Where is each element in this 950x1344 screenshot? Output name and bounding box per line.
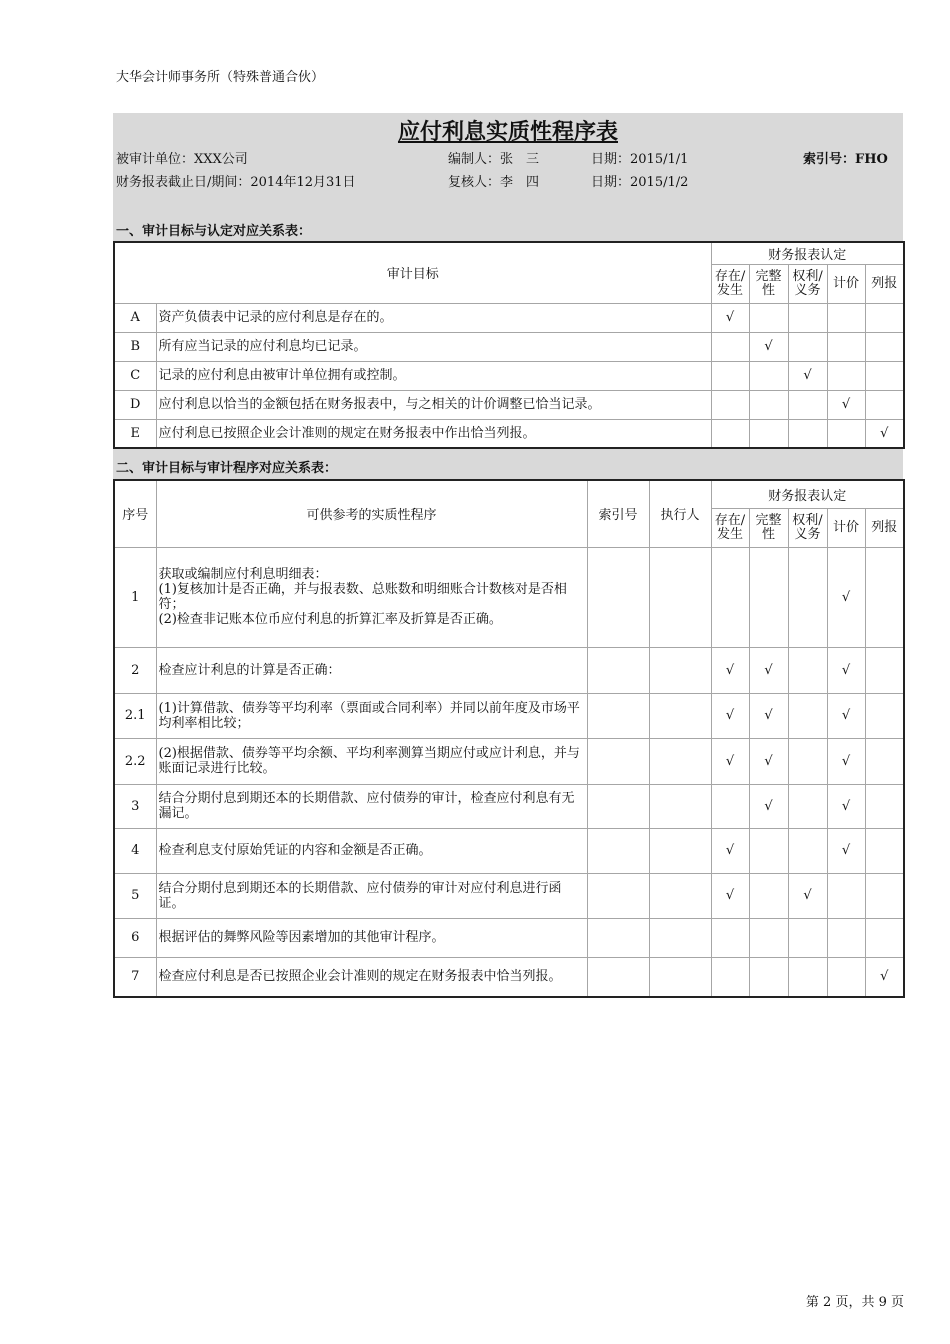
procedure-header: 可供参考的实质性程序 [156,480,587,547]
period-label: 财务报表截止日/期间：2014年12月31日 [116,175,356,190]
check-mark [827,957,865,997]
table-row [114,361,904,390]
check-mark [788,303,827,332]
assertion-header: 存在/发生 [711,508,749,547]
row-id: 3 [114,784,156,828]
assertion-header: 权利/义务 [788,264,827,303]
table-row [114,303,904,332]
check-mark [749,303,788,332]
table-row [114,828,904,873]
procedure-text: (2)根据借款、债券等平均余额、平均利率测算当期应付或应计利息，并与账面记录进行比较。 [156,738,587,784]
section1-heading: 一、审计目标与认定对应关系表： [116,224,312,239]
check-mark [788,693,827,738]
reviewer-label: 复核人：李 四 [448,175,540,190]
check-mark [749,918,788,957]
procedure-text: 根据评估的舞弊风险等因素增加的其他审计程序。 [156,918,587,957]
check-mark [788,828,827,873]
check-mark: √ [827,828,865,873]
check-mark: √ [865,957,904,997]
check-mark [865,647,904,693]
procedure-text: 结合分期付息到期还本的长期借款、应付债券的审计，检查应付利息有无漏记。 [156,784,587,828]
entity-label: 被审计单位：XXX公司 [116,152,248,167]
assertion-header: 存在/发生 [711,264,749,303]
row-id: A [114,303,156,332]
check-mark: √ [788,361,827,390]
check-mark [788,738,827,784]
check-mark: √ [749,784,788,828]
row-id: 2.1 [114,693,156,738]
preparer-label: 编制人：张 三 [448,152,540,167]
index-cell[interactable] [587,957,649,997]
check-mark [827,918,865,957]
check-mark: √ [827,784,865,828]
check-mark: √ [827,738,865,784]
assertion-group-header: 财务报表认定 [711,242,904,264]
check-mark [711,361,749,390]
row-id: C [114,361,156,390]
table-row [114,957,904,997]
table-row [114,784,904,828]
index-cell[interactable] [587,547,649,647]
check-mark [711,419,749,448]
page-title: 应付利息实质性程序表 [397,119,618,145]
executor-cell[interactable] [649,918,711,957]
check-mark [788,918,827,957]
index-header: 索引号 [587,480,649,547]
index-cell[interactable] [587,828,649,873]
objective-text: 记录的应付利息由被审计单位拥有或控制。 [156,361,711,390]
check-mark [788,419,827,448]
procedure-text: (1)计算借款、债券等平均利率（票面或合同利率）并同以前年度及市场平均利率相比较； [156,693,587,738]
table-row [114,419,904,448]
executor-cell[interactable] [649,693,711,738]
assertion-header: 计价 [827,508,865,547]
check-mark [711,918,749,957]
table-row [114,390,904,419]
table-row [114,647,904,693]
row-id: D [114,390,156,419]
check-mark [749,419,788,448]
executor-cell[interactable] [649,547,711,647]
executor-cell[interactable] [649,784,711,828]
check-mark: √ [788,873,827,918]
index-cell[interactable] [587,693,649,738]
table-row [114,332,904,361]
check-mark: √ [827,647,865,693]
procedure-text: 检查应计利息的计算是否正确： [156,647,587,693]
check-mark [788,957,827,997]
check-mark [827,873,865,918]
row-id: 2 [114,647,156,693]
objectives-table [113,241,905,449]
table-row [114,738,904,784]
index-cell[interactable] [587,918,649,957]
assertion-header: 计价 [827,264,865,303]
check-mark [749,957,788,997]
row-id: 5 [114,873,156,918]
check-mark: √ [827,390,865,419]
index-cell[interactable] [587,784,649,828]
check-mark: √ [711,693,749,738]
check-mark: √ [749,332,788,361]
check-mark [865,873,904,918]
check-mark [711,784,749,828]
check-mark [711,332,749,361]
row-id: B [114,332,156,361]
check-mark [788,647,827,693]
check-mark [865,918,904,957]
executor-cell[interactable] [649,957,711,997]
executor-header: 执行人 [649,480,711,547]
check-mark [865,784,904,828]
procedure-text: 结合分期付息到期还本的长期借款、应付债券的审计对应付利息进行函证。 [156,873,587,918]
check-mark [788,784,827,828]
objective-text: 资产负债表中记录的应付利息是存在的。 [156,303,711,332]
section2-heading: 二、审计目标与审计程序对应关系表： [116,461,338,476]
check-mark [711,390,749,419]
check-mark: √ [827,547,865,647]
check-mark: √ [711,303,749,332]
check-mark [749,873,788,918]
objective-text: 所有应当记录的应付利息均已记录。 [156,332,711,361]
goal-header: 审计目标 [114,242,711,303]
check-mark: √ [711,647,749,693]
row-id: 7 [114,957,156,997]
check-mark: √ [749,693,788,738]
executor-cell[interactable] [649,828,711,873]
check-mark [865,693,904,738]
executor-cell[interactable] [649,738,711,784]
index-cell[interactable] [587,647,649,693]
check-mark [865,361,904,390]
procedure-text: 获取或编制应付利息明细表： (1)复核加计是否正确，并与报表数、总账数和明细账合计数核对是否相符； (2)检查非记账本位币应付利息的折算汇率及折算是否正确。 [156,547,587,647]
check-mark [865,390,904,419]
check-mark [788,332,827,361]
check-mark: √ [827,693,865,738]
procedures-table [113,479,905,998]
executor-cell[interactable] [649,647,711,693]
firm-name: 大华会计师事务所（特殊普通合伙） [116,70,325,85]
check-mark [749,828,788,873]
table-row [114,873,904,918]
index-cell[interactable] [587,738,649,784]
row-id: 2.2 [114,738,156,784]
prepare-date: 日期：2015/1/1 [591,152,689,167]
objective-text: 应付利息以恰当的金额包括在财务报表中，与之相关的计价调整已恰当记录。 [156,390,711,419]
check-mark [865,828,904,873]
worksheet [113,113,903,994]
index-cell[interactable] [587,873,649,918]
objective-text: 应付利息已按照企业会计准则的规定在财务报表中作出恰当列报。 [156,419,711,448]
check-mark: √ [865,419,904,448]
index-number: 索引号：FHO [803,152,888,167]
check-mark: √ [711,873,749,918]
check-mark [711,547,749,647]
procedure-text: 检查应付利息是否已按照企业会计准则的规定在财务报表中恰当列报。 [156,957,587,997]
assertion-header: 完整性 [749,508,788,547]
check-mark [711,957,749,997]
check-mark [865,738,904,784]
seq-header: 序号 [114,480,156,547]
assertion-header: 列报 [865,508,904,547]
check-mark: √ [711,738,749,784]
review-date: 日期：2015/1/2 [591,175,689,190]
check-mark [749,390,788,419]
check-mark [788,390,827,419]
row-id: 6 [114,918,156,957]
check-mark [865,332,904,361]
check-mark [749,361,788,390]
assertion-header: 完整性 [749,264,788,303]
assertion-header: 权利/义务 [788,508,827,547]
check-mark [827,419,865,448]
check-mark [827,361,865,390]
check-mark: √ [749,647,788,693]
check-mark [749,547,788,647]
assertion-header: 列报 [865,264,904,303]
page-footer: 第 2 页，共 9 页 [805,1295,904,1310]
table-row [114,918,904,957]
table-row [114,693,904,738]
executor-cell[interactable] [649,873,711,918]
check-mark [788,547,827,647]
check-mark [827,303,865,332]
row-id: E [114,419,156,448]
check-mark [865,547,904,647]
check-mark [827,332,865,361]
row-id: 1 [114,547,156,647]
procedure-text: 检查利息支付原始凭证的内容和金额是否正确。 [156,828,587,873]
table-row [114,547,904,647]
assertion-group-header: 财务报表认定 [711,480,904,508]
check-mark [865,303,904,332]
check-mark: √ [711,828,749,873]
check-mark: √ [749,738,788,784]
row-id: 4 [114,828,156,873]
